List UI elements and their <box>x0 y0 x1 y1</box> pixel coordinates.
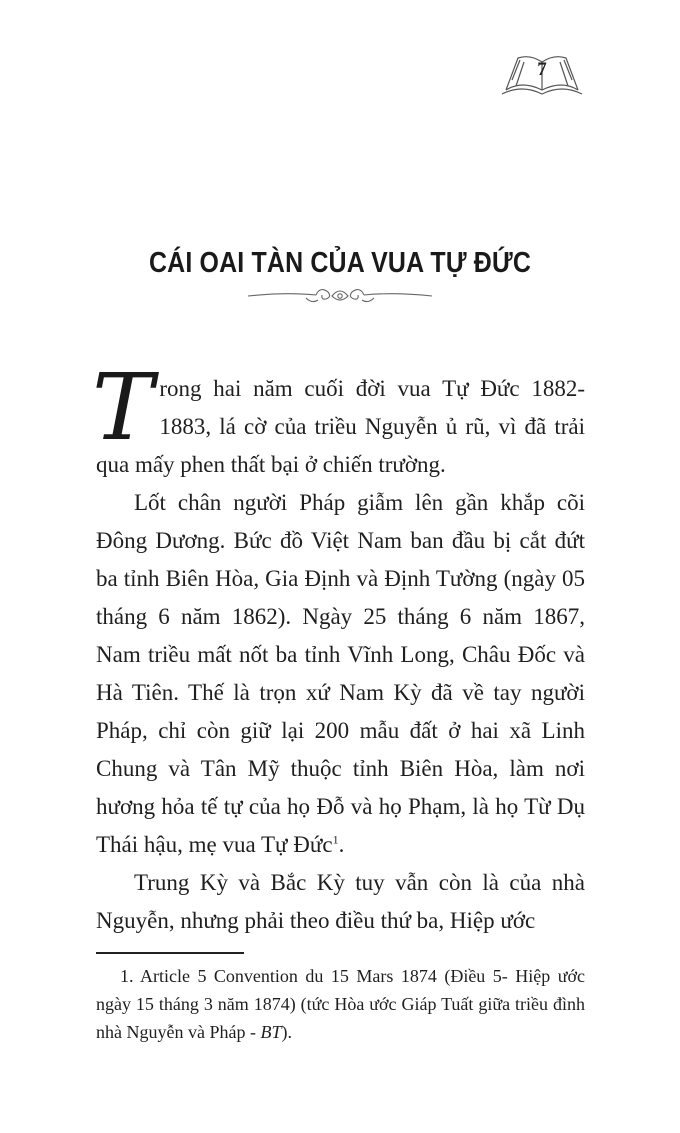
footnote-divider <box>96 952 244 954</box>
footnote-text: 1. Article 5 Convention du 15 Mars 1874 (Điều 5- Hiệp ước ngày 15 tháng 3 năm 1874) (tức Hòa ước Giáp Tuất giữa triều đình nhà Nguyễn và Pháp - <box>96 966 585 1042</box>
paragraph-2-text: Lốt chân người Pháp giẫm lên gần khắp cõi Đông Dương. Bức đồ Việt Nam ban đầu bị cắt đứt ba tỉnh Biên Hòa, Gia Định và Định Tường (ngày 05 tháng 6 năm 1862). Ngày 25 tháng 6 năm 1867, Nam triều mất nốt ba tỉnh Vĩnh Long, Châu Đốc và Hà Tiên. Thế là trọn xứ Nam Kỳ đã về tay người Pháp, chỉ còn giữ lại 200 mẫu đất ở hai xã Linh Chung và Tân Mỹ thuộc tỉnh Biên Hòa, làm nơi hương hỏa tế tự của họ Đỗ và họ Phạm, là họ Từ Dụ Thái hậu, mẹ vua Tự Đức <box>96 490 585 857</box>
chapter-title: CÁI OAI TÀN CỦA VUA TỰ ĐỨC <box>148 247 532 279</box>
paragraph-3-text: Trung Kỳ và Bắc Kỳ tuy vẫn còn là của nhà Nguyễn, nhưng phải theo điều thứ ba, Hiệp ước <box>96 870 585 933</box>
footnote-ref: 1 <box>332 832 339 847</box>
paragraph-3 <box>96 864 585 940</box>
footnote-italic: BT <box>260 1022 282 1042</box>
body-text <box>92 354 585 940</box>
flourish-ornament-icon <box>246 282 434 308</box>
paragraph-2-end: . <box>338 832 345 857</box>
paragraph-2 <box>96 484 585 864</box>
page-number-badge <box>498 50 586 98</box>
paragraph-1 <box>92 354 585 484</box>
paragraph-1-text: rong hai năm cuối đời vua Tự Đức 1882-1883, lá cờ của triều Nguyễn ủ rũ, vì đã trải qua mấy phen thất bại ở chiến trường. <box>96 376 585 477</box>
page-number: 7 <box>537 59 547 80</box>
drop-cap: T <box>92 354 154 461</box>
footnote-end: ). <box>281 1022 292 1042</box>
footnote <box>96 962 585 1046</box>
